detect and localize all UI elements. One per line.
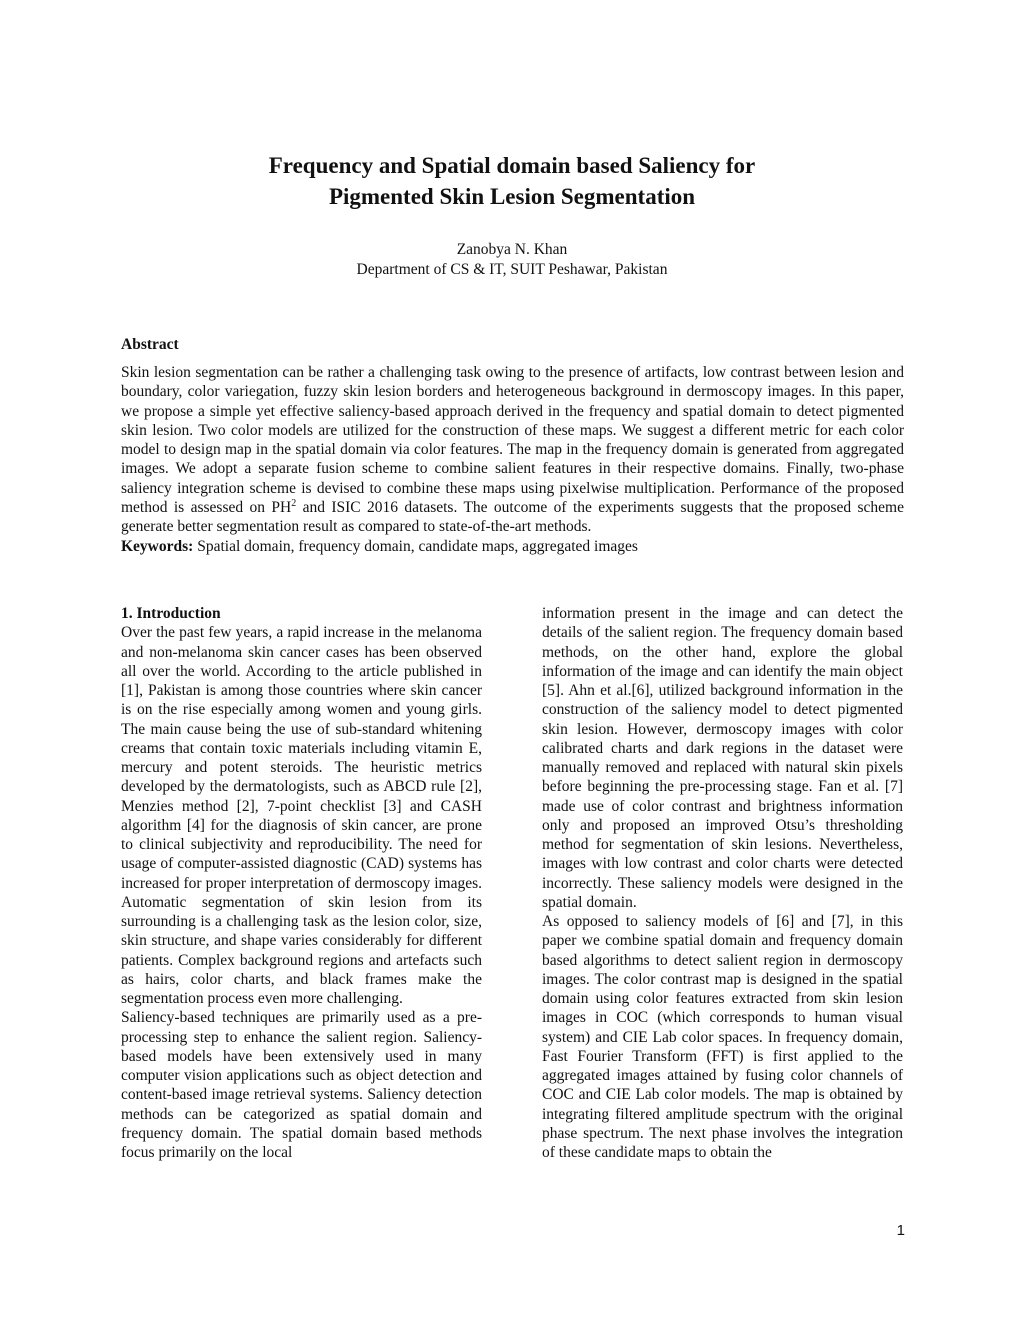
abstract-heading: Abstract: [121, 336, 179, 353]
introduction-paragraph-1: Over the past few years, a rapid increase in the melanoma and non-melanoma skin cancer cases has been observed all over the world. According to the article published in [1], Pakistan is among those countries where skin cancer is on the rise especially among women and young girls. The main cause being the use of sub-standard whitening creams that contain toxic materials including vitamin E, mercury and potent steroids. The heuristic metrics developed by the dermatologists, such as ABCD rule [2], Menzies method [2], 7-point checklist [3] and CASH algorithm [4] for the diagnosis of skin cancer, are prone to clinical subjectivity and reproducibility. The need for usage of computer-assisted diagnostic (CAD) systems has increased for proper interpretation of dermoscopy images. Automatic segmentation of skin lesion from its surrounding is a challenging task as the lesion color, size, skin structure, and shape varies considerably for different patients. Complex background regions and artefacts such as hairs, color charts, and black frames make the segmentation process even more challenging.: [121, 624, 482, 1007]
title-line-1: Frequency and Spatial domain based Saliency for: [268, 153, 756, 178]
right-paragraph-2: As opposed to saliency models of [6] and [7], in this paper we combine spatial domain and frequency domain based algorithms to detect salient region in dermoscopy images. The color contrast map is designed in the spatial domain using color features extracted from skin lesion images in COC (which corresponds to human visual system) and CIE Lab color spaces. In frequency domain, Fast Fourier Transform (FFT) is first applied to the aggregated images attained by fusing color channels of COC and CIE Lab color models. The map is obtained by integrating filtered amplitude spectrum with the original phase spectrum. The next phase involves the integration of these candidate maps to obtain the: [542, 913, 903, 1161]
right-column: [542, 604, 903, 1162]
right-paragraph-1: information present in the image and can detect the details of the salient region. The frequency domain based methods, on the other hand, explore the global information of the image and can identify the main object [5]. Ahn et al.[6], utilized background information in the construction of the saliency model to detect pigmented skin lesion. However, dermoscopy images with color calibrated charts and dark regions in the dataset were manually removed and replaced with natural skin pixels before beginning the pre-processing stage. Fan et al. [7] made use of color contrast and brightness information only and proposed an improved Otsu’s thresholding method for segmentation of skin lesions. Nevertheless, images with low contrast and color charts were detected incorrectly. These saliency models were designed in the spatial domain.: [542, 605, 903, 911]
keywords-line: [121, 537, 904, 556]
author-affiliation: Department of CS & IT, SUIT Peshawar, Pakistan: [356, 261, 668, 278]
keywords-label: Keywords:: [121, 537, 194, 555]
abstract-section: [121, 335, 904, 556]
page-number: 1: [896, 1222, 905, 1239]
introduction-heading: 1. Introduction: [121, 605, 221, 622]
introduction-paragraph-2: Saliency-based techniques are primarily used as a pre-processing step to enhance the salient region. Saliency-based models have been extensively used in many computer vision applications such as object detection and content-based image retrieval systems. Saliency detection methods can be categorized as spatial domain and frequency domain. The spatial domain based methods focus primarily on the local: [121, 1009, 482, 1161]
paper-title: [0, 150, 1024, 212]
left-column: [121, 604, 482, 1162]
abstract-text-part-2: and ISIC 2016 datasets. The outcome of the experiments suggests that the proposed scheme generate better segmentation result as compared to state-of-the-art methods.: [121, 499, 904, 536]
author-block: [0, 240, 1024, 280]
abstract-superscript: 2: [291, 497, 297, 509]
abstract-text: [121, 363, 904, 537]
author-name: Zanobya N. Khan: [456, 241, 568, 258]
abstract-text-part-1: Skin lesion segmentation can be rather a challenging task owing to the presence of artifacts, low contrast between lesion and boundary, color variegation, fuzzy skin lesion borders and heterogeneous background in dermoscopy images. In this paper, we propose a simple yet effective saliency-based approach derived in the frequency and spatial domain to detect pigmented skin lesion. Two color models are utilized for the construction of these maps. We suggest a different metric for each color model to design map in the spatial domain via color features. The map in the frequency domain is generated from aggregated images. We adopt a separate fusion scheme to combine salient features in their respective domains. Finally, two-phase saliency integration scheme is devised to combine these maps using pixelwise multiplication. Performance of the proposed method is assessed on PH: [121, 364, 904, 517]
keywords-list: Spatial domain, frequency domain, candidate maps, aggregated images: [193, 537, 638, 555]
title-line-2: Pigmented Skin Lesion Segmentation: [328, 184, 696, 209]
